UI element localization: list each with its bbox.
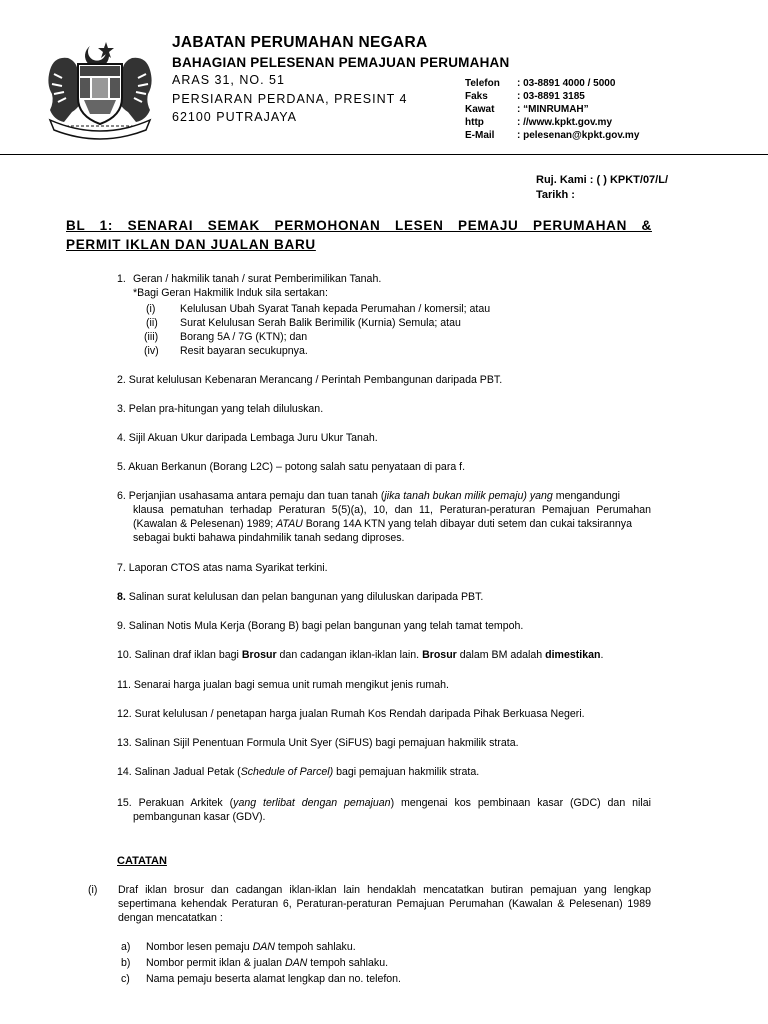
item-15-text: ) mengenai kos pembinaan kasar (GDC) dan nilai xyxy=(390,797,651,809)
item-10 xyxy=(117,649,603,661)
contact-value: : “MINRUMAH” xyxy=(517,104,589,115)
item-13: 13. Salinan Sijil Penentuan Formula Unit Syer (SiFUS) bagi pemajuan hakmilik strata. xyxy=(117,737,519,749)
sub-item-number: (iv) xyxy=(144,345,159,357)
contact-label: Telefon xyxy=(465,78,500,89)
note-sub-text: tempoh sahlaku. xyxy=(274,941,356,953)
note-line: Draf iklan brosur dan cadangan iklan-iklan lain hendaklah mencatatkan butiran pemajuan yang lengkap xyxy=(118,884,651,896)
sub-item-text: Borang 5A / 7G (KTN); dan xyxy=(180,331,308,343)
note-sub-italic: DAN xyxy=(252,941,275,953)
contact-link[interactable]: : //www.kpkt.gov.my xyxy=(517,117,613,128)
contact-block xyxy=(465,77,639,142)
contact-label: Faks xyxy=(465,91,488,102)
coat-of-arms-icon xyxy=(44,40,156,140)
item-14-text: bagi pemajuan hakmilik strata. xyxy=(333,766,480,778)
item-6-line3-b: Borang 14A KTN yang telah dibayar duti setem dan cukai taksirannya xyxy=(302,518,632,530)
item-6-line3-a: (Kawalan & Pelesenan) 1989; xyxy=(133,518,277,530)
contact-label: Kawat xyxy=(465,104,495,115)
item-5: 5. Akuan Berkanun (Borang L2C) – potong salah satu penyataan di para f. xyxy=(117,461,466,473)
note-line: dengan mencatatkan : xyxy=(118,912,223,924)
item-10-bold: Brosur xyxy=(422,649,457,661)
contact-row xyxy=(465,129,639,142)
item-4: 4. Sijil Akuan Ukur daripada Lembaga Juru Ukur Tanah. xyxy=(117,432,378,444)
item-10-text: . xyxy=(600,649,604,661)
item-15-text: 15. Perakuan Arkitek ( xyxy=(117,797,234,809)
item-6-line4: sebagai bukti bahawa pindahmilik tanah sedang diproses. xyxy=(133,532,405,544)
item-note: *Bagi Geran Hakmilik Induk sila sertakan: xyxy=(133,287,328,299)
note-sub-text: Nama pemaju beserta alamat lengkap dan no. telefon. xyxy=(146,973,402,985)
sub-item-text: Surat Kelulusan Serah Balik Berimilik (Kurnia) Semula; atau xyxy=(180,317,461,329)
item-6-line3 xyxy=(133,518,632,530)
item-3: 3. Pelan pra-hitungan yang telah diluluskan. xyxy=(117,403,324,415)
item-14-italic: Schedule of Parcel) xyxy=(240,766,334,778)
contact-row xyxy=(465,77,639,90)
note-line: sepertimana kehendak Peraturan 6, Peraturan-peraturan Pemajuan Perumahan (Kawalan & Pelesenan) 1989 xyxy=(118,898,651,910)
contact-value: : 03-8891 3185 xyxy=(517,91,585,102)
item-2: 2. Surat kelulusan Kebenaran Merancang / Perintah Pembangunan daripada PBT. xyxy=(117,374,503,386)
contact-row xyxy=(465,90,639,103)
sub-item-number: (iii) xyxy=(144,331,159,343)
document-title: BL 1: SENARAI SEMAK PERMOHONAN LESEN PEMAJU PERUMAHAN & xyxy=(66,218,652,233)
note-sub-text: Nombor lesen pemaju xyxy=(146,941,253,953)
item-6-text: 6. Perjanjian usahasama antara pemaju dan tuan tanah ( xyxy=(117,490,385,502)
note-number: (i) xyxy=(88,884,98,896)
reference-number: Ruj. Kami : ( ) KPKT/07/L/ xyxy=(536,174,669,186)
item-number: 1. xyxy=(117,273,126,285)
notes-heading: CATATAN xyxy=(117,855,167,867)
item-6-italic: jika tanah bukan milik pemaju) yang xyxy=(384,490,553,502)
item-10-text: dalam BM adalah xyxy=(456,649,546,661)
document-title-line2: PERMIT IKLAN DAN JUALAN BARU xyxy=(66,237,316,252)
note-sub-number: b) xyxy=(121,957,131,969)
address-line: 62100 PUTRAJAYA xyxy=(172,110,298,124)
item-11: 11. Senarai harga jualan bagi semua unit rumah mengikut jenis rumah. xyxy=(117,679,449,691)
item-9: 9. Salinan Notis Mula Kerja (Borang B) bagi pelan bangunan yang telah tamat tempoh. xyxy=(117,620,524,632)
note-sub-italic: DAN xyxy=(284,957,308,969)
item-10-bold: dimestikan xyxy=(545,649,601,661)
item-15-italic: yang terlibat dengan pemajuan xyxy=(233,797,391,809)
contact-label: http xyxy=(465,117,484,128)
item-6-line3-italic: ATAU xyxy=(276,518,303,530)
org-name: JABATAN PERUMAHAN NEGARA xyxy=(172,34,428,51)
item-10-text: dan cadangan iklan-iklan lain. xyxy=(276,649,423,661)
note-sub-item xyxy=(146,957,388,969)
sub-item-text: Resit bayaran secukupnya. xyxy=(180,345,308,357)
item-6-line1 xyxy=(117,490,620,502)
address-line: PERSIARAN PERDANA, PRESINT 4 xyxy=(172,92,408,106)
sub-item-text: Kelulusan Ubah Syarat Tanah kepada Perumahan / komersil; atau xyxy=(180,303,491,315)
item-8-number: 8. xyxy=(117,591,126,603)
item-10-bold: Brosur xyxy=(241,649,277,661)
note-sub-text: tempoh sahlaku. xyxy=(307,957,389,969)
contact-label: E-Mail xyxy=(465,130,495,141)
address-line: ARAS 31, NO. 51 xyxy=(172,73,285,87)
header-divider xyxy=(0,154,768,155)
item-6-line2: klausa pematuhan terhadap Peraturan 5(5)(a), 10, dan 11, Peraturan-peraturan Pemajuan Perumahan xyxy=(133,504,651,516)
item-6-text-end: mengandungi xyxy=(552,490,620,502)
item-15-line1 xyxy=(117,797,651,809)
sub-item-number: (ii) xyxy=(146,317,158,329)
item-7: 7. Laporan CTOS atas nama Syarikat terkini. xyxy=(117,562,328,574)
item-text: Geran / hakmilik tanah / surat Pemberimilikan Tanah. xyxy=(133,273,382,285)
item-10-text: 10. Salinan draf iklan bagi xyxy=(117,649,242,661)
contact-row xyxy=(465,116,639,129)
note-sub-text: Nombor permit iklan & jualan xyxy=(146,957,285,969)
division-name: BAHAGIAN PELESENAN PEMAJUAN PERUMAHAN xyxy=(172,55,510,70)
item-14 xyxy=(117,766,479,778)
contact-value: : 03-8891 4000 / 5000 xyxy=(517,78,616,89)
sub-item-number: (i) xyxy=(146,303,156,315)
item-12: 12. Surat kelulusan / penetapan harga jualan Rumah Kos Rendah daripada Pihak Berkuasa Negeri. xyxy=(117,708,585,720)
note-sub-number: a) xyxy=(121,941,131,953)
note-sub-number: c) xyxy=(121,973,130,985)
item-8-text: Salinan surat kelulusan dan pelan bangunan yang diluluskan daripada PBT. xyxy=(125,591,484,603)
item-15-line2: pembangunan kasar (GDV). xyxy=(133,811,266,823)
reference-date: Tarikh : xyxy=(536,189,575,201)
contact-row xyxy=(465,103,639,116)
note-sub-item xyxy=(146,941,356,953)
item-8 xyxy=(117,591,483,603)
email-link[interactable]: : pelesenan@kpkt.gov.my xyxy=(517,130,640,141)
item-14-text: 14. Salinan Jadual Petak ( xyxy=(117,766,241,778)
